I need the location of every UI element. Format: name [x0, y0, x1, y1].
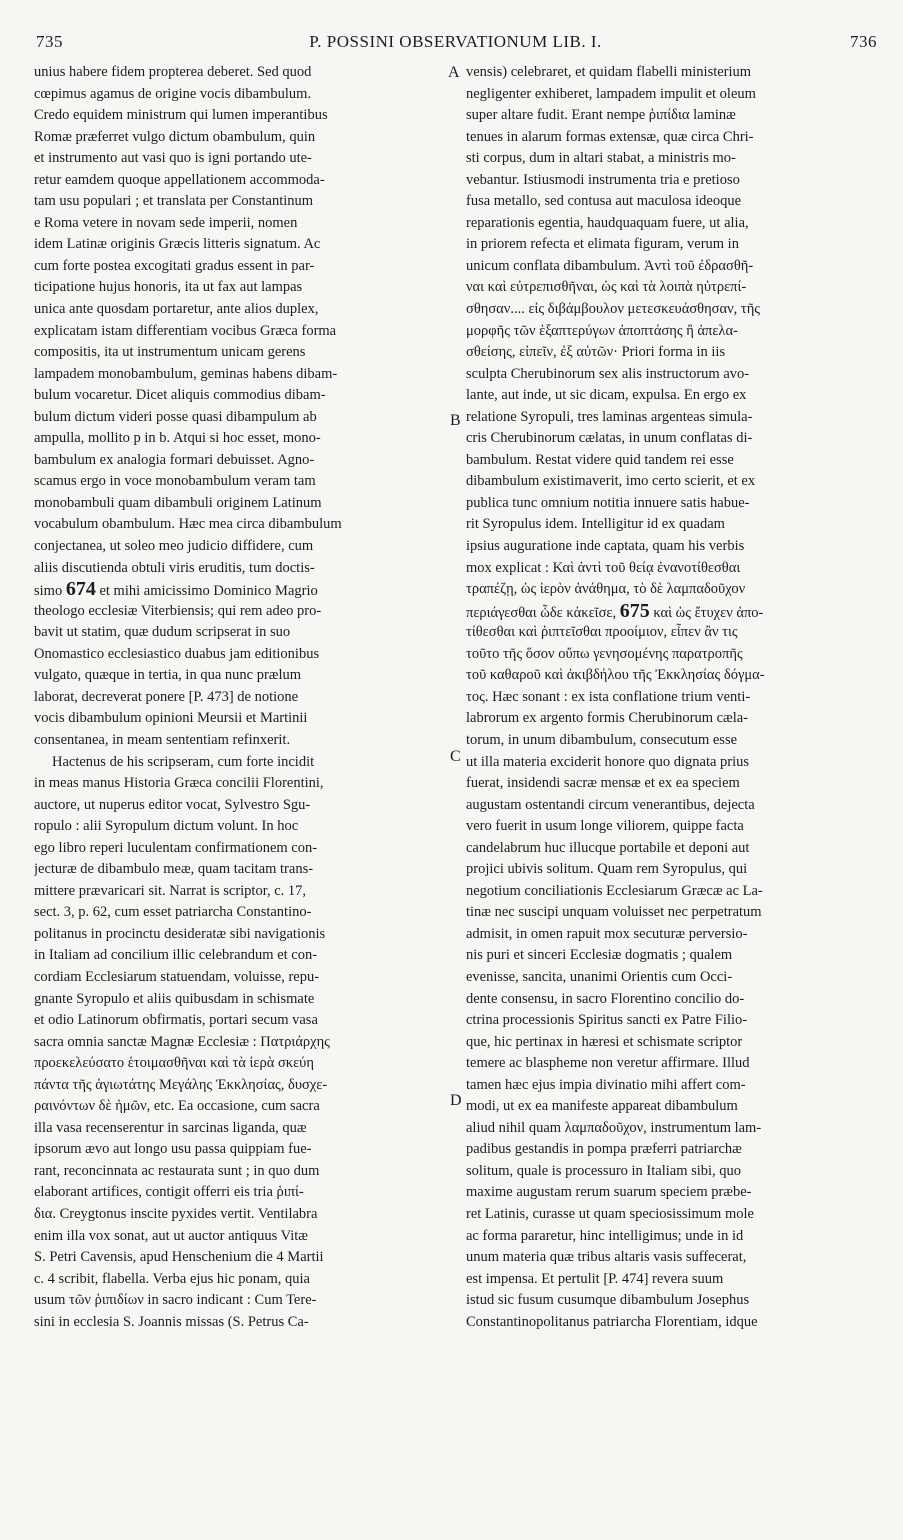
- text-line: tam usu populari ; et translata per Constantinum: [34, 193, 314, 210]
- text-line: e Roma vetere in novam sede imperii, nomen: [34, 214, 298, 231]
- running-title: P. POSSINI OBSERVATIONUM LIB. I.: [309, 32, 602, 51]
- text-line: aliis discutienda obtuli viris eruditis, tum doctis-: [34, 559, 315, 576]
- text-line: mox explicat : Καὶ ἀντὶ τοῦ θείᾳ ἐνανοτίθεσθαι: [466, 559, 741, 576]
- text-line: τοῦτο τῆς ὅσον οὔπω γενησομένης παρατροπῆς: [466, 645, 743, 662]
- text-line: enim illa vox sonat, aut ut auctor antiquus Vitæ: [34, 1227, 308, 1244]
- text-line: Constantinopolitanus patriarcha Florentiam, idque: [466, 1313, 758, 1330]
- text-line: dente consensu, in sacro Florentino concilio do-: [466, 990, 745, 1007]
- text-line: ret Latinis, curasse ut quam speciosissimum mole: [466, 1205, 754, 1222]
- text-line: tinæ nec suscipi unquam voluisset nec perpetratum: [466, 904, 762, 921]
- text-line: theologo ecclesiæ Viterbiensis; qui rem adeo pro-: [34, 602, 322, 619]
- text-line: unum materia quæ tribus altaris vasis suffecerat,: [466, 1249, 747, 1266]
- text-line: vulgato, quæque in tertia, in qua nunc prælum: [34, 667, 301, 684]
- text-line: mittere prævaricari sit. Narrat is scriptor, c. 17,: [34, 882, 307, 899]
- text-line: cris Cherubinorum cælatas, in unum conflatas di-: [466, 430, 753, 447]
- text-line: compositis, ita ut instrumentum unicam gerens: [34, 344, 306, 361]
- text-line: aliud nihil quam λαμπαδοῦχον, instrumentum lam-: [466, 1119, 762, 1136]
- text-line: modi, ut ex ea manifeste appareat dibambulum: [466, 1098, 738, 1115]
- text-line: προεκελεύσατο ἑτοιμασθῆναι καὶ τὰ ἱερὰ σκεύη: [34, 1055, 314, 1072]
- text-line: augustam ostentandi circum venerantibus, dejecta: [466, 796, 755, 813]
- text-line: idem Latinæ originis Græcis litteris signatum. Ac: [34, 236, 321, 253]
- text-line: c. 4 scribit, flabella. Verba ejus hic ponam, quia: [34, 1270, 310, 1287]
- text-line: elaborant artifices, contigit offerri eis tria ῥιπί-: [34, 1184, 304, 1201]
- text-line: padibus gestandis in pompa præferri patriarchæ: [466, 1141, 742, 1158]
- text-line: τραπέζῃ, ὡς ἱερὸν ἀνάθημα, τὸ δὲ λαμπαδοῦχον: [466, 581, 746, 598]
- text-line: publica tunc omnium notitia innuere satis habue-: [466, 494, 750, 511]
- text-line: negotium conciliationis Ecclesiarum Græcæ ac La-: [466, 882, 763, 899]
- text-line: vocabulum obambulum. Hæc mea circa dibambulum: [34, 516, 342, 533]
- text-line: bambulum. Restat videre quid tandem rei esse: [466, 451, 734, 468]
- text-line: labrorum ex argento formis Cherubinorum cæla-: [466, 710, 749, 727]
- text-line: unius habere fidem propterea deberet. Sed quod: [34, 64, 312, 80]
- text-line: bulum dictum videri posse quasi dibampulum ab: [34, 408, 317, 425]
- text-line: torum, in unum dibambulum, consecutum esse: [466, 731, 738, 748]
- text-line: solitum, quale is processuro in Italiam sibi, quo: [466, 1162, 742, 1179]
- text-line: vensis) celebraret, et quidam flabelli ministerium: [466, 64, 752, 80]
- text-line: ipsius auguratione inde captata, quam his verbis: [466, 538, 745, 555]
- text-line: sect. 3, p. 62, cum esset patriarcha Constantino-: [34, 904, 312, 921]
- text-line: sculpta Cherubinorum sex alis instructorum avo-: [466, 365, 750, 382]
- text-line: laborat, decreverat ponere [P. 473] de notione: [34, 688, 299, 705]
- text-line: Hactenus de his scripseram, cum forte incidit: [52, 753, 315, 770]
- text-line: sacra omnia sanctæ Magnæ Ecclesiæ : Πατριάρχης: [34, 1033, 330, 1050]
- text-line: Onomastico ecclesiastico duabus jam editionibus: [34, 645, 320, 662]
- text-line: usum τῶν ῥιπιδίων in sacro indicant : Cum Tere-: [34, 1292, 317, 1309]
- running-header: [30, 30, 881, 56]
- text-line: super altare fudit. Erant nempe ῥιπίδια laminæ: [466, 107, 736, 124]
- text-line: que, hic pertinax in hæresi et schismate scriptor: [466, 1033, 743, 1050]
- section-marker-b: B: [450, 412, 461, 429]
- text-line: δια. Creygtonus inscite pyxides vertit. Ventilabra: [34, 1205, 318, 1222]
- text-line: evenisse, sancita, unanimi Orientis cum Occi-: [466, 968, 733, 985]
- text-line: maxime augustam rerum suarum speciem præbe-: [466, 1184, 752, 1201]
- text-line: lante, aut inde, ut sic dicam, expulsa. En ergo ex: [466, 387, 747, 404]
- text-line: vebantur. Istiusmodi instrumenta tria e pretioso: [466, 171, 740, 188]
- text-line: σθείσης, εἰπεῖν, ἐξ αὐτῶν· Priori forma in iis: [466, 344, 726, 361]
- text-line: Credo equidem ministrum qui lumen imperantibus: [34, 107, 328, 124]
- text-line: in Italiam ad concilium illic celebrandum et con-: [34, 947, 318, 964]
- text-line: fusa metallo, sed contusa aut maculosa ideoque: [466, 193, 742, 210]
- text-line: candelabrum huc illucque portabile et deponi aut: [466, 839, 750, 856]
- text-line: et instrumento aut vasi quo is igni portando ute-: [34, 150, 312, 167]
- section-marker-c: C: [450, 748, 461, 765]
- text-line: tamen hæc ejus impia divinatio mihi affert com-: [466, 1076, 746, 1093]
- text-line: cum forte postea excogitati gradus essent in par-: [34, 257, 315, 274]
- text-line: rant, reconcinnata ac restaurata sunt ; in quo dum: [34, 1162, 320, 1179]
- text-line: ipsorum ævo aut longo usu passa quippiam fue-: [34, 1141, 312, 1158]
- text-line: ego libro reperi luculentam confirmationem con-: [34, 839, 318, 856]
- left-text-column: [34, 62, 442, 1333]
- page-number-left: 735: [36, 32, 63, 51]
- text-line: ropulo : alii Syropulum dictum volunt. In hoc: [34, 818, 299, 835]
- text-line: ραινόντων δὲ ἡμῶν, etc. Ea occasione, cum sacra: [34, 1098, 320, 1115]
- right-text-column: [466, 62, 876, 1333]
- text-line: gnante Syropulo et aliis quibusdam in schismate: [34, 990, 315, 1007]
- text-line: bambulum ex analogia formari debuisset. Agno-: [34, 451, 315, 468]
- text-line: explicatam istam differentiam vocibus Græca forma: [34, 322, 337, 339]
- text-line: sti corpus, dum in altari stabat, a ministris mo-: [466, 150, 736, 167]
- text-line: bulum vocaretur. Dicet aliquis commodius dibam-: [34, 387, 326, 404]
- text-line: σθησαν.... εἰς διβάμβουλον μετεσκευάσθησαν, τῆς: [466, 301, 761, 318]
- text-line: politanus in procinctu desideratæ sibi navigationis: [34, 925, 326, 942]
- text-line: unica ante quosdam portaretur, ante alios duplex,: [34, 301, 319, 318]
- text-line: ampulla, mollito p in b. Atqui si hoc esset, mono-: [34, 430, 321, 447]
- edition-page-number: 674: [65, 579, 96, 601]
- text-line: vocis dibambulum opinioni Meursii et Martinii: [34, 710, 308, 727]
- text-line: Romæ præferret vulgo dictum obambulum, quin: [34, 128, 316, 145]
- text-line: et odio Latinorum obfirmatis, portari secum vasa: [34, 1012, 318, 1029]
- text-line: nis puri et sinceri Ecclesiæ dogmatis ; qualem: [466, 947, 733, 964]
- text-line: est impensa. Et pertulit [P. 474] revera suum: [466, 1270, 724, 1287]
- text-line: tenues in alarum formas extensæ, quæ circa Chri-: [466, 128, 754, 145]
- section-marker-d: D: [450, 1092, 462, 1109]
- text-line: ναι καὶ εὐτρεπισθῆναι, ὡς καὶ τὰ λοιπὰ ηὐτρεπί-: [466, 279, 747, 296]
- text-line: S. Petri Cavensis, apud Henschenium die 4 Martii: [34, 1249, 324, 1266]
- text-line: simo 674 et mihi amicissimo Dominico Magrio: [34, 579, 318, 601]
- text-line: πάντα τῆς ἁγιωτάτης Μεγάλης Ἐκκλησίας, δυσχε-: [34, 1076, 328, 1093]
- text-line: sini in ecclesia S. Joannis missas (S. Petrus Ca-: [34, 1313, 309, 1330]
- text-line: reparationis egentia, haudquaquam fuere, ut alia,: [466, 214, 749, 231]
- text-line: illa vasa recenserentur in sarcinas liganda, quæ: [34, 1119, 307, 1136]
- text-line: istud sic fusum cusumque dibambulum Josephus: [466, 1292, 750, 1309]
- text-line: μορφῆς τῶν ἑξαπτερύγων ἀποπτάσης ἢ ἀπελα-: [466, 322, 738, 339]
- text-line: projici ubivis solitum. Quam rem Syropulus, qui: [466, 861, 748, 878]
- text-line: temere ac blaspheme non veretur affirmare. Illud: [466, 1055, 750, 1072]
- text-line: τοῦ καθαροῦ καὶ ἀκιβδήλου τῆς Ἐκκλησίας δόγμα-: [466, 667, 765, 684]
- text-line: in priorem refecta et elimata figuram, verum in: [466, 236, 739, 253]
- text-line: scamus ergo in voce monobambulum veram tam: [34, 473, 316, 490]
- text-line: τίθεσθαι καὶ ῥιπτεῖσθαι προοίμιον, εἶπεν ἂν τις: [466, 624, 738, 641]
- text-line: retur eamdem quoque appellationem accommoda-: [34, 171, 325, 188]
- text-line: fuerat, insidendi sacræ mensæ et ex ea speciem: [466, 775, 740, 792]
- text-line: auctore, ut nuperus editor vocat, Sylvestro Sgu-: [34, 796, 311, 813]
- text-line: unicum conflata dibambulum. Ἀντὶ τοῦ ἐδρασθῆ-: [466, 257, 754, 274]
- text-line: jecturæ de dibambulo meæ, quam tacitam trans-: [34, 861, 314, 878]
- text-line: dibambulum existimaverit, imo certo scierit, et ex: [466, 473, 756, 490]
- text-line: admisit, in omen rapuit mox secuturæ perversio-: [466, 925, 748, 942]
- text-line: cœpimus agamus de origine vocis dibambulum.: [34, 85, 312, 102]
- text-line: lampadem monobambulum, geminas habens dibam-: [34, 365, 338, 382]
- text-line: ticipatione hujus honoris, ita ut fax aut lampas: [34, 279, 303, 296]
- text-line: cordiam Ecclesiarum statuendam, voluisse, repu-: [34, 968, 320, 985]
- section-marker-a: A: [448, 64, 460, 81]
- text-line: περιάγεσθαι ὧδε κἀκεῖσε, 675 καὶ ὡς ἔτυχεν ἀπο-: [466, 600, 764, 622]
- text-line: ut illa materia exciderit honore quo dignata prius: [466, 753, 750, 770]
- text-line: monobambuli quam dibambuli originem Latinum: [34, 494, 322, 511]
- text-line: rit Syropulus idem. Intelligitur id ex quadam: [466, 516, 725, 533]
- text-line: consentanea, in meam sententiam refinxerit.: [34, 731, 291, 748]
- text-line: vero fuerit in usum longe viliorem, quippe facta: [466, 818, 744, 835]
- text-line: ac forma pararetur, hinc intelligimus; unde in id: [466, 1227, 744, 1244]
- text-line: τος. Hæc sonant : ex ista conflatione trium venti-: [466, 688, 751, 705]
- text-line: bavit ut statim, quæ dudum scripserat in suo: [34, 624, 291, 641]
- text-line: ctrina processionis Spiritus sancti ex Patre Filio-: [466, 1012, 748, 1029]
- text-line: in meas manus Historia Græca concilii Florentini,: [34, 775, 324, 792]
- page-number-right: 736: [850, 32, 877, 51]
- text-line: negligenter exhiberet, lampadem impulit et oleum: [466, 85, 756, 102]
- text-line: conjectanea, ut soleo meo judicio diffidere, cum: [34, 538, 314, 555]
- edition-page-number: 675: [619, 600, 650, 622]
- text-line: relatione Syropuli, tres laminas argenteas simula-: [466, 408, 753, 425]
